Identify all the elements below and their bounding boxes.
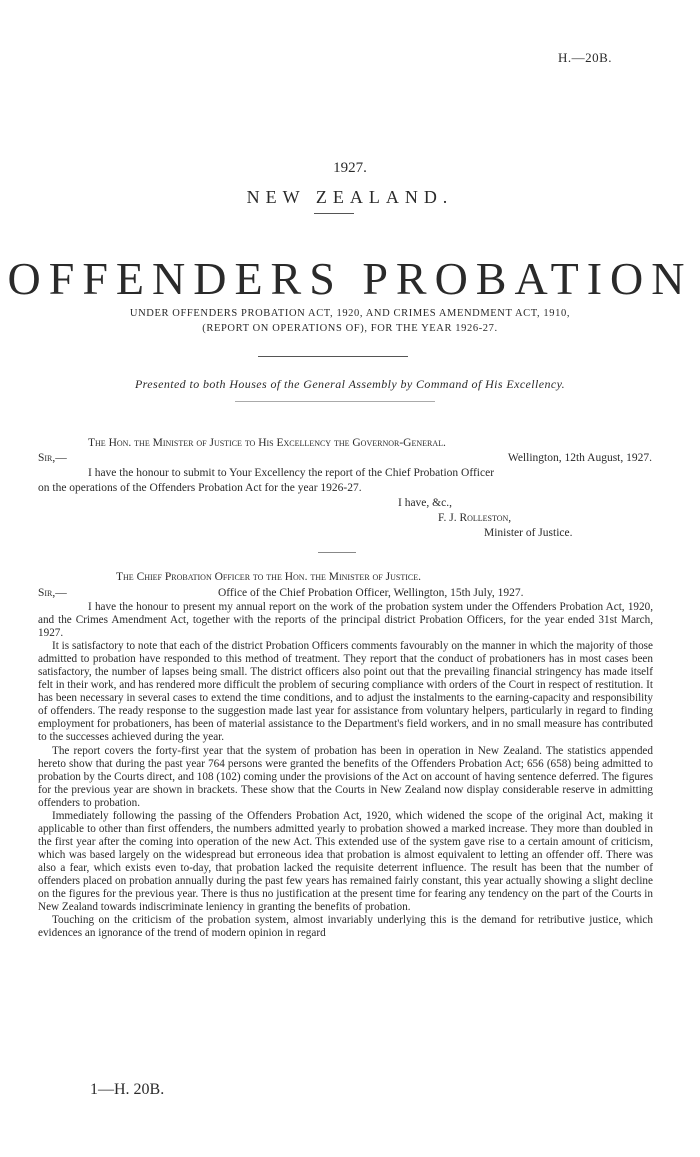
letter1-address: The Hon. the Minister of Justice to His Excellency the Governor-General. bbox=[88, 437, 446, 449]
letter1-closing: I have, &c., bbox=[398, 497, 452, 509]
letter1-salutation: Sir,— bbox=[38, 452, 67, 464]
report-paragraph: Touching on the criticism of the probation system, almost invariably underlying this is the demand for retributive justice, which evidences an ignorance of the trend of modern opinion in regard bbox=[38, 914, 653, 940]
document-subtitle-line2: (REPORT ON OPERATIONS OF), FOR THE YEAR 1926-27. bbox=[202, 323, 498, 334]
presented-statement: Presented to both Houses of the General Assembly by Command of His Excellency. bbox=[134, 377, 566, 391]
report-paragraph: Immediately following the passing of the Offenders Probation Act, 1920, which widened the scope of the original Act, making it applicable to other than first offenders, the numbers admitted yearly to probation showed a marked increase. They more than doubled in the first year after the coming into operation of the new Act. This extended use of the system gave rise to a certain amount of criticism, which was based largely on the widespread but erroneous idea that probation is almost equivalent to letting an offender off. There was also a fear, which exists even to-day, that probation lacked the requisite deterrent influence. The result has been that the number of offenders placed on probation annually during the past few years has remained fairly constant, this year actually showing a slight decline on the figures for the previous year. There is thus no justification at the present time for fearing any tendency on the part of the Courts in New Zealand towards indiscriminate leniency in granting the benefits of probation. bbox=[38, 809, 653, 914]
report-paragraph: It is satisfactory to note that each of the district Probation Officers comments favourably on the manner in which the majority of those admitted to probation have responded to this method of treatment. They report that the conduct of probationers has in most cases been satisfactory, the number of lapses being small. The district officers also point out that the prevailing financial stringency has made itself felt in their work, and has rendered more difficult the problem of securing compliance with orders of the Court in respect of restitution. It has been necessary in several cases to extend the time conditions, and to adjust the instalments to the earning-capacity and responsibility of offenders. The ready response to the suggestion made last year for assistance from voluntary helpers, particularly in regard to finding employment for probationers, has been of material assistance to the Department's field workers, and in no small measure has contributed to the successes achieved during the year. bbox=[38, 640, 653, 744]
letter1-signature-title: Minister of Justice. bbox=[484, 527, 573, 539]
page-footer-mark: 1—H. 20B. bbox=[90, 1081, 165, 1098]
presented-divider bbox=[235, 401, 435, 402]
letter1-body-line1: I have the honour to submit to Your Excellency the report of the Chief Probation Officer bbox=[88, 467, 495, 479]
letter2-salutation: Sir,— bbox=[38, 587, 67, 599]
report-body bbox=[38, 601, 653, 940]
document-country: NEW ZEALAND. bbox=[246, 187, 454, 207]
letter1-place-date: Wellington, 12th August, 1927. bbox=[507, 452, 652, 464]
subtitle-divider bbox=[258, 356, 408, 357]
document-title: OFFENDERS PROBATION bbox=[7, 253, 693, 304]
letter-divider bbox=[318, 552, 356, 553]
report-paragraph: The report covers the forty-first year that the system of probation has been in operation in New Zealand. The statistics appended hereto show that during the past year 764 persons were granted the benefits of the Offenders Probation Act; 656 (658) being admitted to probation by the Courts direct, and 108 (102) coming under the provisions of the Act on account of having sentence deferred. The figures for the previous year are shown in brackets. These show that the Courts in New Zealand now display considerable reserve in admitting offenders to probation. bbox=[38, 744, 653, 809]
report-paragraph: I have the honour to present my annual report on the work of the probation system under the Offenders Probation Act, 1920, and the Crimes Amendment Act, together with the reports of the principal district Probation Officers, for the year ended 31st March, 1927. bbox=[38, 601, 653, 640]
document-subtitle-line1: UNDER OFFENDERS PROBATION ACT, 1920, AND CRIMES AMENDMENT ACT, 1910, bbox=[129, 308, 571, 319]
letter2-place-date: Office of the Chief Probation Officer, Wellington, 15th July, 1927. bbox=[218, 587, 524, 599]
letter2-address: The Chief Probation Officer to the Hon. the Minister of Justice. bbox=[116, 571, 421, 583]
document-year: 1927. bbox=[333, 160, 367, 176]
letter1-signature: F. J. Rolleston, bbox=[438, 512, 512, 524]
title-divider-short bbox=[314, 213, 354, 214]
document-reference: H.—20B. bbox=[557, 50, 612, 65]
letter1-body-line2: on the operations of the Offenders Probation Act for the year 1926-27. bbox=[38, 482, 362, 494]
